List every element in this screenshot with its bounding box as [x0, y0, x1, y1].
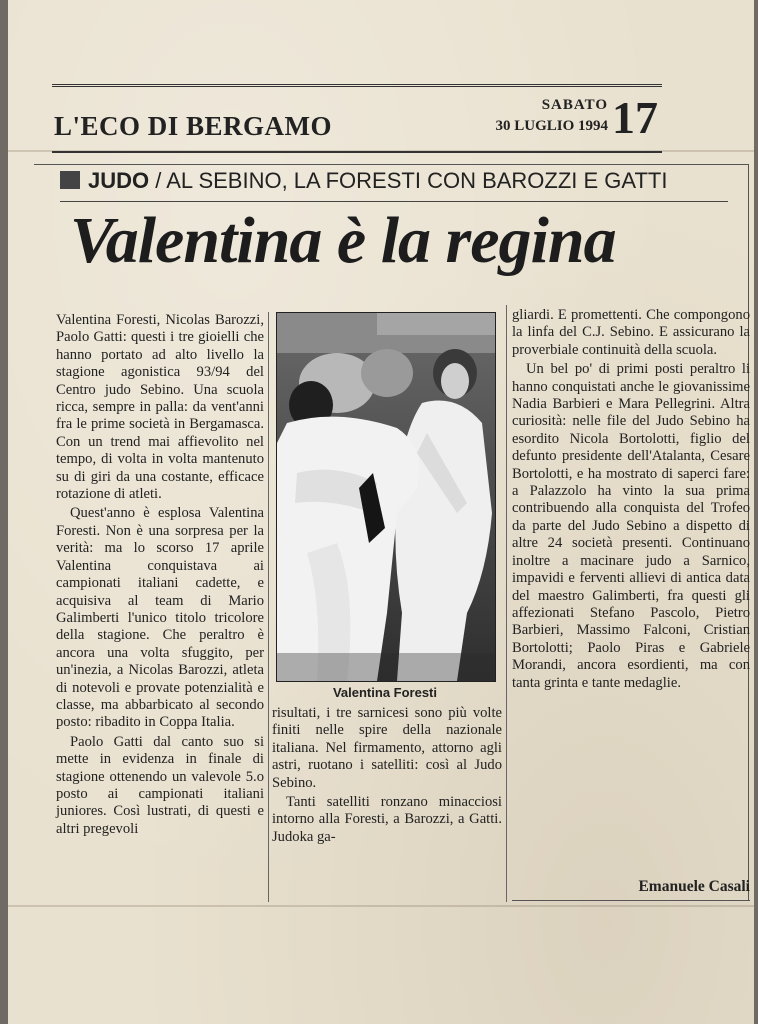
kicker-section: JUDO — [88, 168, 150, 193]
column-divider — [506, 305, 507, 902]
masthead — [52, 84, 662, 153]
paragraph: risultati, i tre sarnicesi sono più volte finiti nelle spire della nazionale italiana. Nel firmamento, attorno agli astri, ruotano i satelliti: così al Judo Sebino. — [272, 705, 502, 791]
byline-divider — [512, 900, 750, 901]
kicker-square-icon — [60, 171, 80, 189]
author-byline: Emanuele Casali — [638, 878, 750, 895]
paragraph: Un bel po' di primi posti peraltro li hanno conquistati anche le giovanissime Nadia Barbieri e Mara Pellegrini. Altra curiosità: nelle file del Judo Sebino ha esordito Nicola Bortolotti, figlio del defunto presidente dell'Atalanta, Cesare Bortolotti, e ha mostrato di saperci fare: a Palazzolo ha vinto la sua prima contribuendo alla conquista del Trofeo da parte del Judo Sebino a dispetto di altre 24 società presenti. Continuano inoltre a macinare judo a Sarnico, impavidi e ferventi allievi di antica data del maestro Galimberti, fra questi gli affezionati Stefano Pascolo, Pietro Barbieri, Massimo Falconi, Cristian Bortolotti; Paolo Piras e Gabriele Morandi, ancora esordienti, ma con tanta grinta e tante medaglie. — [512, 361, 750, 691]
issue-date — [495, 97, 608, 135]
article-column-2 — [272, 705, 502, 846]
headline: Valentina è la regina — [70, 204, 616, 277]
article-photo — [276, 312, 496, 682]
paragraph: Tanti satelliti ronzano minacciosi intorno alla Foresti, a Barozzi, a Gatti. Judoka ga- — [272, 794, 502, 845]
paragraph: Quest'anno è esplosa Valentina Foresti. Non è una sorpresa per la verità: ma lo scorso 17 aprile Valentina conquistava ai campionati italiani cadette, e acquisiva al team di Mario Galimberti l'unico titolo tricolore della stagione. Che peraltro è ancora una volta sfuggito, per un'inezia, a Nicolas Barozzi, atleta di notevoli e provate potenzialità e classe, ma abbarbicato al secondo posto: ribadito in Coppa Italia. — [56, 505, 264, 731]
paragraph: Valentina Foresti, Nicolas Barozzi, Paolo Gatti: questi i tre gioielli che hanno portato ad alto livello la stagione agonistica 93/94 del Centro judo Sebino. Una scuola ricca, sempre in palla: da vent'anni fra le prime società in Bergamasca. Con un trend mai affievolito nel tempo, di volta in volta mantenuto su di giri da una costante, efficace rotazione di atleti. — [56, 312, 264, 503]
article-column-3 — [512, 307, 750, 692]
judo-photo-image — [277, 313, 495, 681]
article-column-1 — [56, 312, 264, 838]
newspaper-name: L'ECO DI BERGAMO — [54, 111, 333, 141]
paper-fold-line — [8, 905, 754, 907]
page-number: 17 — [612, 92, 658, 143]
column-divider — [268, 312, 269, 902]
photo-caption: Valentina Foresti — [332, 685, 438, 700]
issue-weekday: SABATO — [541, 97, 608, 113]
paragraph: gliardi. E promettenti. Che compongono la linfa del C.J. Sebino. E assicurano la proverbiale continuità della scuola. — [512, 307, 750, 358]
kicker-text: / AL SEBINO, LA FORESTI CON BAROZZI E GATTI — [149, 168, 668, 193]
article-kicker — [60, 168, 730, 200]
paragraph: Paolo Gatti dal canto suo si mette in evidenza in finale di stagione ottenendo un valevole 5.o posto ai campionati italiani juniores. Così lustrati, di questi e altri pregevoli — [56, 733, 264, 837]
issue-date-text: 30 LUGLIO 1994 — [495, 118, 608, 134]
